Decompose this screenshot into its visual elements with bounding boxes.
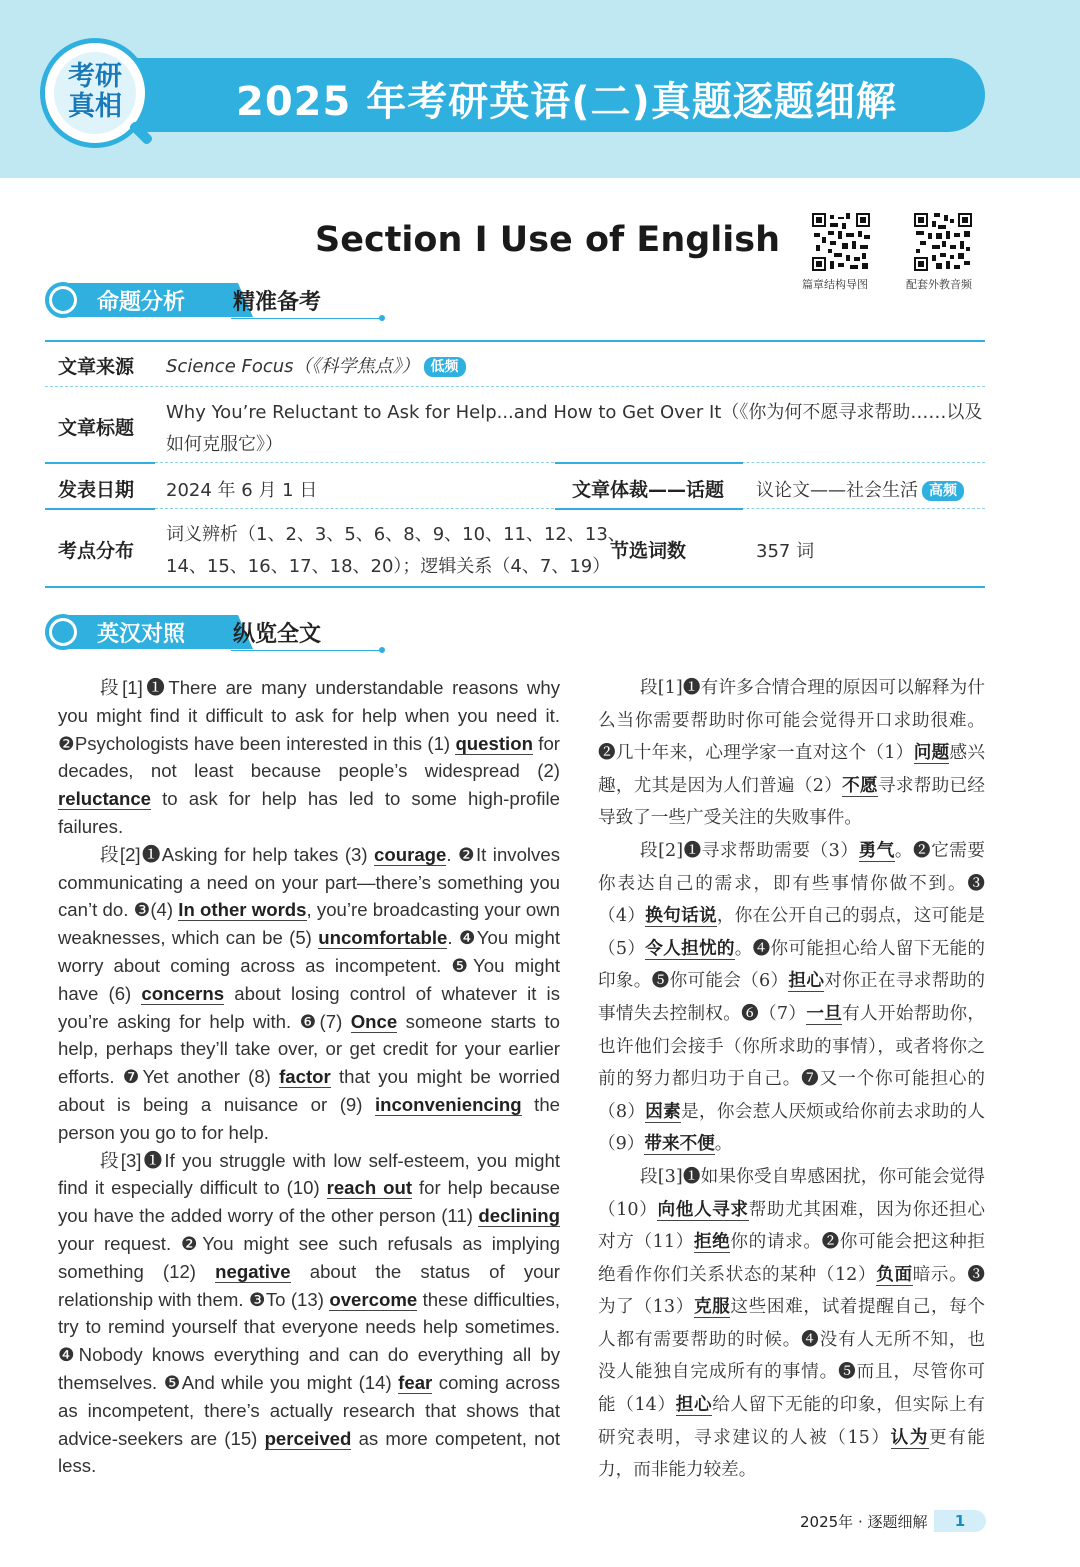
answer-word: fear — [398, 1371, 433, 1393]
answer-word: 不愿 — [842, 774, 878, 796]
answer-word: concerns — [141, 982, 225, 1004]
chinese-paragraph-3 — [598, 1161, 985, 1487]
paragraph-text: about the status of your relationship with them. ❸To (13) — [58, 1260, 560, 1310]
paragraph-text: . ❷It involves communicating a need on your part—there’s something you can’t do. ❸(4) — [58, 843, 560, 921]
answer-word: reluctance — [58, 788, 152, 810]
paragraph-text: 。 — [714, 1134, 733, 1155]
paragraph-text: . ❹You might worry about coming across as incompetent. ❺You might have (6) — [58, 927, 560, 1004]
analysis-badge — [45, 280, 390, 320]
answer-word: 令人担忧的 — [645, 937, 735, 959]
answer-word: 因素 — [645, 1100, 682, 1122]
badge-underline — [231, 650, 383, 651]
paragraph-text: 段[1]❶There are many understandable reasons why you might find it difficult to ask for help when you need it. ❷Psychologists have been interested in this (1) — [58, 677, 560, 754]
badge-dot — [379, 315, 385, 321]
qr-caption-structure-map: 篇章结构导图 — [802, 278, 868, 291]
answer-word: perceived — [264, 1427, 352, 1449]
answer-word: overcome — [329, 1288, 418, 1310]
paragraph-text: someone starts to help, perhaps they’ll take over, or get credit for your earlier efforts. ❼Yet another (8) — [58, 1010, 560, 1088]
paragraph-text: 段[2]❶Asking for help takes (3) — [100, 843, 375, 865]
english-paragraph-2 — [58, 841, 560, 1147]
paragraph-text: , you’re broadcasting your own weaknesses, which can be (5) — [58, 899, 560, 949]
answer-word: inconveniencing — [374, 1093, 522, 1115]
english-paragraph-3 — [58, 1147, 560, 1481]
paragraph-text: 段[3]❶如果你受自卑感困扰，你可能会觉得（10） — [598, 1166, 985, 1220]
word-count-value: 357 词 — [756, 541, 815, 562]
points-value-line-1: 词义辨析（1、2、3、5、6、8、9、10、11、12、13、 — [166, 524, 626, 545]
paragraph-text: coming across as incompetent, there’s actually research that shows that advice-seekers are (15) — [58, 1371, 560, 1449]
paragraph-text: 这些困难，试着提醒自己，每个人都有需要帮助的时候。❹没有人无所不知，也没人能独自完成所有的事情。❺而且，尽管你可能（14） — [598, 1297, 985, 1416]
date-value: 2024 年 6 月 1 日 — [166, 480, 318, 501]
table-bottom-rule — [45, 586, 985, 588]
answer-word: negative — [215, 1260, 291, 1282]
genre-value: 议论文——社会生活 — [756, 480, 918, 501]
paragraph-text: about losing control of whatever it is you’re asking for help with. ❻(7) — [58, 982, 560, 1032]
answer-word: declining — [478, 1205, 560, 1227]
english-column — [58, 674, 560, 1480]
answer-word: 担心 — [675, 1394, 713, 1416]
chinese-column — [598, 672, 985, 1487]
answer-word: 拒绝 — [693, 1231, 731, 1253]
source-value: Science Focus（《科学焦点》） — [166, 356, 420, 377]
paragraph-text: as more competent, not less. — [58, 1427, 560, 1477]
answer-word: In other words — [178, 899, 307, 921]
paragraph-text: these difficulties, try to remind yourself that everyone needs help sometimes. ❹Nobody knows everything and can do everything all by themselves. ❺And while you might (14) — [58, 1288, 560, 1393]
english-paragraph-1 — [58, 674, 560, 841]
paragraph-text: the person you go to for help. — [58, 1093, 560, 1143]
title-label: 文章标题 — [58, 417, 135, 439]
answer-word: 担心 — [788, 970, 825, 992]
badge-underline — [231, 318, 383, 319]
answer-word: factor — [279, 1066, 331, 1088]
badge-subtitle: 纵览全文 — [233, 622, 322, 647]
source-row — [166, 352, 466, 378]
paragraph-text: 段[1]❶有许多合情合理的原因可以解释为什么当你需要帮助时你可能会觉得开口求助很难。❷几十年来，心理学家一直对这个（1） — [598, 678, 985, 764]
paragraph-text: 帮助尤其困难，因为你还担心对方（11） — [598, 1199, 985, 1253]
paragraph-text: for decades, not least because people’s widespread (2) — [58, 732, 560, 782]
paragraph-text: 。❷它需要你表达自己的需求，即有些事情你做不到。❸（4） — [598, 840, 985, 927]
page-number: 1 — [934, 1510, 986, 1532]
qr-caption-audio: 配套外教音频 — [906, 278, 972, 291]
paragraph-text: that you might be worried about is being a nuisance or (9) — [58, 1066, 560, 1115]
section-title: Section Ⅰ Use of English — [315, 220, 781, 260]
answer-word: 向他人寻求 — [657, 1198, 749, 1220]
answer-word: 换句话说 — [645, 905, 717, 927]
paragraph-text: 更有能力，而非能力较差。 — [598, 1427, 985, 1481]
points-label: 考点分布 — [58, 540, 135, 562]
paragraph-text: 段[3]❶If you struggle with low self-esteem, you might find it especially difficult to (10) — [58, 1149, 560, 1199]
answer-word: 克服 — [693, 1296, 731, 1318]
paragraph-text: 感兴趣，尤其是因为人们普遍（2） — [598, 743, 985, 796]
qr-code-audio-icon[interactable] — [914, 213, 972, 271]
frequency-tag-high: 高频 — [922, 481, 964, 501]
answer-word: 勇气 — [858, 839, 895, 861]
paragraph-text: 段[2]❶寻求帮助需要（3） — [640, 840, 859, 861]
paragraph-text: your request. ❷You might see such refusals as implying something (12) — [58, 1232, 560, 1282]
date-label: 发表日期 — [58, 479, 135, 501]
answer-word: 认为 — [890, 1426, 930, 1448]
paragraph-text: 有人开始帮助你，也许他们会接手（你所求助的事情），或者将你之前的努力都归功于自己。❼又一个你可能担心的（8） — [598, 1003, 985, 1122]
magnifier-lens — [52, 289, 74, 311]
title-value-line-1: Why You’re Reluctant to Ask for Help...and How to Get Over It（《你为何不愿寻求帮助……以及 — [166, 402, 983, 423]
label-rule — [45, 508, 155, 510]
label-rule — [555, 508, 743, 510]
answer-word: 一旦 — [806, 1002, 843, 1024]
paragraph-text: 是，你会惹人厌烦或给你前去求助的人（9） — [598, 1101, 985, 1155]
paragraph-text: for help because you have the added worry of the other person (11) — [58, 1177, 560, 1227]
bilingual-badge — [45, 612, 390, 652]
paragraph-text: 。❹你可能担心给人留下无能的印象。❺你可能会（6） — [598, 938, 985, 992]
word-count-label: 节选词数 — [610, 540, 687, 562]
answer-word: question — [455, 732, 533, 754]
paragraph-text: 给人留下无能的印象，但实际上有研究表明，寻求建议的人被（15） — [598, 1395, 985, 1448]
genre-row — [756, 476, 964, 502]
paragraph-text: 寻求帮助已经导致了一些广受关注的失败事件。 — [598, 775, 985, 829]
points-value-line-2: 14、15、16、17、18、20）；逻辑关系（4、7、19） — [166, 556, 611, 577]
paragraph-text: 对你正在寻求帮助的事情失去控制权。❻（7） — [598, 971, 985, 1024]
label-rule — [45, 462, 155, 464]
chinese-paragraph-1 — [598, 672, 985, 835]
table-top-rule — [45, 340, 985, 342]
answer-word: 问题 — [913, 742, 950, 764]
page-title: 2025 年考研英语(二)真题逐题细解 — [236, 79, 897, 125]
footer-text: 2025年 · 逐题细解 — [800, 1513, 928, 1531]
magnifier-lens — [52, 621, 74, 643]
badge-dot — [379, 647, 385, 653]
frequency-tag-low: 低频 — [424, 357, 466, 377]
answer-word: 带来不便 — [644, 1133, 715, 1155]
paragraph-text: 暗示。❸为了（13） — [598, 1264, 985, 1318]
title-value-line-2: 如何克服它》） — [166, 434, 283, 455]
logo-text: 考研真相 — [68, 61, 122, 122]
paragraph-text: 你的请求。❷你可能会把这种拒绝看作你们关系状态的某种（12） — [598, 1232, 985, 1285]
paragraph-text: ，你在公开自己的弱点，这可能是（5） — [598, 906, 985, 959]
answer-word: uncomfortable — [318, 927, 448, 949]
qr-code-structure-map-icon[interactable] — [812, 213, 870, 271]
answer-word: courage — [374, 843, 447, 865]
badge-label: 命题分析 — [97, 290, 186, 315]
genre-label: 文章体裁——话题 — [572, 479, 725, 501]
answer-word: Once — [350, 1010, 398, 1032]
label-rule — [555, 462, 743, 464]
answer-word: 负面 — [876, 1263, 913, 1285]
row-divider — [45, 386, 985, 387]
chinese-paragraph-2 — [598, 835, 985, 1161]
paragraph-text: to ask for help has led to some high-profile failures. — [58, 788, 560, 837]
badge-label: 英汉对照 — [97, 622, 186, 647]
badge-subtitle: 精准备考 — [233, 290, 322, 315]
source-label: 文章来源 — [58, 356, 135, 378]
answer-word: reach out — [326, 1177, 413, 1199]
